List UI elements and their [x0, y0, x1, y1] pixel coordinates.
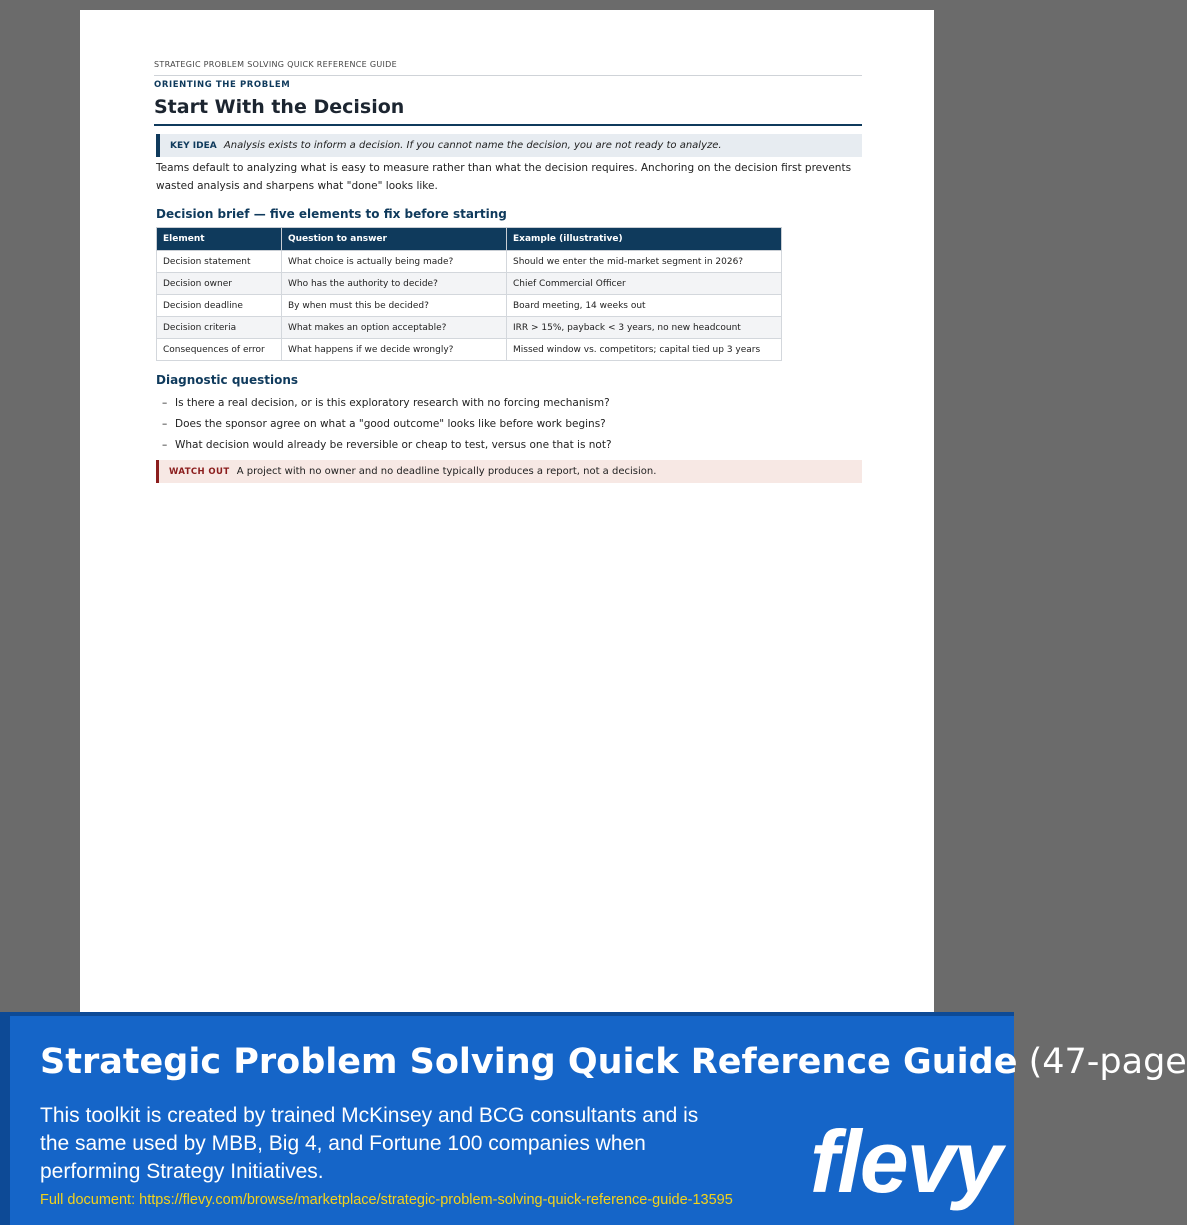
decision-brief-heading: Decision brief — five elements to fix before starting — [156, 207, 507, 221]
table-header-element: Element — [157, 228, 282, 251]
list-item — [162, 393, 862, 414]
table-cell: Should we enter the mid-market segment in 2026? — [507, 251, 782, 273]
banner-edge — [0, 1016, 10, 1225]
list-item-text: Is there a real decision, or is this exploratory research with no forcing mechanism? — [175, 397, 610, 409]
table-cell: Decision statement — [157, 251, 282, 273]
watch-out-callout — [156, 460, 862, 483]
table-cell: What choice is actually being made? — [282, 251, 507, 273]
watch-out-tag: WATCH OUT — [169, 467, 230, 477]
table-cell: Chief Commercial Officer — [507, 273, 782, 295]
full-document-link[interactable]: Full document: https://flevy.com/browse/marketplace/strategic-problem-solving-quick-reference-guide-13595 — [40, 1192, 733, 1208]
section-kicker: ORIENTING THE PROBLEM — [154, 80, 291, 90]
decision-brief-table — [156, 227, 782, 361]
list-item-text: What decision would already be reversible or cheap to test, versus one that is not? — [175, 439, 612, 451]
promo-banner — [0, 1012, 1187, 1225]
table-cell: Decision criteria — [157, 317, 282, 339]
key-idea-text: Analysis exists to inform a decision. If you cannot name the decision, you are not ready to analyze. — [223, 140, 722, 151]
table-header-example: Example (illustrative) — [507, 228, 782, 251]
intro-paragraph: Teams default to analyzing what is easy to measure rather than what the decision requires. Anchoring on the decision first prevents wasted analysis and sharpens what "done" looks like. — [156, 162, 852, 192]
table-cell: What makes an option acceptable? — [282, 317, 507, 339]
table-header-row — [157, 228, 782, 251]
table-row — [157, 273, 782, 295]
table-row — [157, 317, 782, 339]
table-cell: Who has the authority to decide? — [282, 273, 507, 295]
watch-out-text: A project with no owner and no deadline typically produces a report, not a decision. — [236, 466, 657, 477]
table-cell: Decision deadline — [157, 295, 282, 317]
list-item — [162, 435, 862, 456]
banner-description: This toolkit is created by trained McKinsey and BCG consultants and is the same used by MBB, Big 4, and Fortune 100 companies when performing Strategy Initiatives. — [40, 1104, 699, 1183]
diagnostic-questions-heading: Diagnostic questions — [156, 373, 299, 387]
list-dash: – — [162, 418, 168, 430]
page-content — [154, 60, 862, 483]
list-dash: – — [162, 397, 168, 409]
table-row — [157, 251, 782, 273]
banner-title-main: Strategic Problem Solving Quick Reference Guide — [40, 1042, 1018, 1082]
key-idea-callout — [156, 134, 862, 157]
list-item-text: Does the sponsor agree on what a "good outcome" looks like before work begins? — [175, 418, 606, 430]
table-cell: What happens if we decide wrongly? — [282, 339, 507, 361]
table-row — [157, 295, 782, 317]
table-cell: IRR > 15%, payback < 3 years, no new headcount — [507, 317, 782, 339]
list-dash: – — [162, 439, 168, 451]
banner-title — [40, 1042, 1187, 1082]
diagnostic-questions-list — [162, 393, 862, 456]
table-cell: Consequences of error — [157, 339, 282, 361]
table-header-question: Question to answer — [282, 228, 507, 251]
flevy-logo-text: flevy — [810, 1112, 1001, 1211]
table-cell: Decision owner — [157, 273, 282, 295]
flevy-logo — [806, 1112, 1002, 1211]
document-page — [80, 10, 934, 1012]
table-cell: Board meeting, 14 weeks out — [507, 295, 782, 317]
page-title: Start With the Decision — [154, 96, 862, 126]
table-cell: By when must this be decided? — [282, 295, 507, 317]
banner-title-pages: (47-page — [1028, 1042, 1187, 1082]
key-idea-tag: KEY IDEA — [170, 141, 217, 151]
running-head: STRATEGIC PROBLEM SOLVING QUICK REFERENCE GUIDE — [154, 60, 862, 76]
table-cell: Missed window vs. competitors; capital tied up 3 years — [507, 339, 782, 361]
list-item — [162, 414, 862, 435]
table-row — [157, 339, 782, 361]
